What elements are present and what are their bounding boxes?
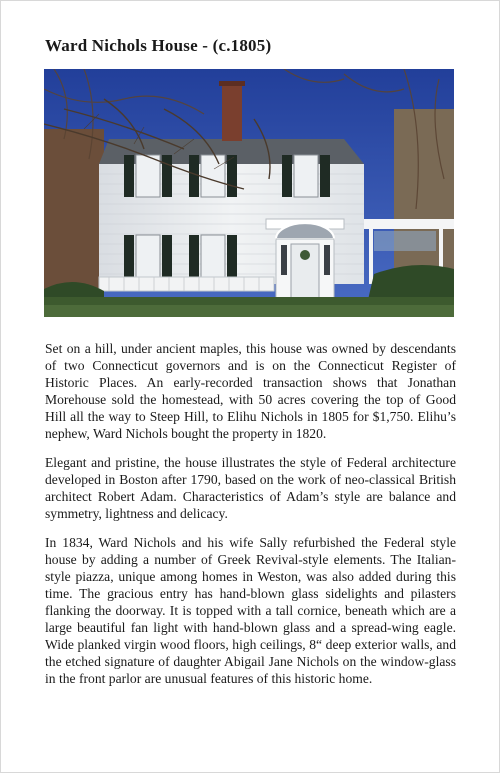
page-title: Ward Nichols House - (c.1805) [45, 36, 272, 55]
article-body [45, 340, 456, 699]
house-photo [44, 69, 454, 317]
paragraph-architecture: Elegant and pristine, the house illustrates the style of Federal architecture developed in Boston after 1790, based on the work of neo-classical British architect Robert Adam. Characteristics of Adam’s style are balance and symmetry, lightness and delicacy. [45, 455, 456, 521]
paragraph-history: Set on a hill, under ancient maples, this house was owned by descendants of two Connecticut governors and is on the Connecticut Register of Historic Places. An early-recorded transaction shows that Jonathan Morehouse sold the homestead, with 50 acres covering the top of Good Hill all the way to Steep Hill, to Elihu Nichols in 1805 for $1,750. Elihu’s nephew, Ward Nichols bought the property in 1820. [45, 341, 456, 441]
paragraph-refurbishment: In 1834, Ward Nichols and his wife Sally refurbished the Federal style house by adding a number of Greek Revival-style elements. The Italian-style piazza, unique among homes in Weston, was also added during this time. The gracious entry has hand-blown glass sidelights and pilasters flanking the doorway. It is topped with a tall cornice, beneath which are a large beautiful fan light with hand-blown glass and a spread-wing eagle. Wide planked virgin wood floors, high ceilings, 8“ deep exterior walls, and the etched signature of daughter Abigail Jane Nichols on the window-glass in the front parlor are unusual features of this historic home. [45, 535, 456, 686]
